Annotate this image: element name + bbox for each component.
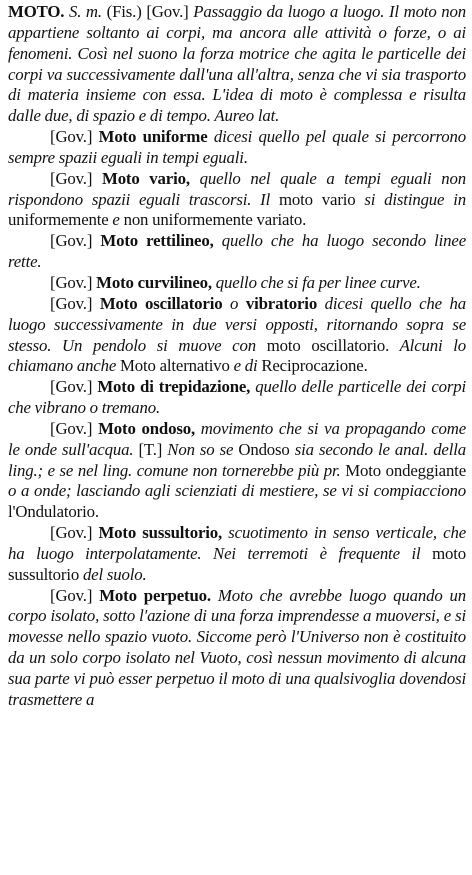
headword: Moto sussultorio, <box>98 523 223 543</box>
headword: Moto uniforme <box>98 127 208 147</box>
subentry-moto-sussultorio <box>8 523 466 586</box>
headword: Moto curvilineo, <box>96 272 212 292</box>
roman-text: moto sussultorio <box>8 543 466 584</box>
definition-text: del suolo. <box>79 564 147 584</box>
definition-text: dicesi quello pel quale si percorrono sempre spazii eguali in tempi eguali. <box>8 127 466 167</box>
headword: Moto rettilineo, <box>100 231 214 251</box>
subentry-moto-rettilineo <box>8 231 466 273</box>
roman-text: [Gov.] <box>50 127 99 147</box>
roman-text: moto oscillatorio. <box>266 335 390 355</box>
headword: Moto perpetuo. <box>99 585 211 605</box>
definition-text: Non so se <box>162 439 239 459</box>
definition-text: sia secondo le anal. della ling.; e se nel ling. comune non tornerebbe più pr. <box>8 439 466 480</box>
roman-text: uniformemente <box>8 210 109 230</box>
definition-text: scuotimento in senso verticale, che ha luogo interpolatamente. Nei terremoti è frequente il <box>8 523 466 563</box>
definition-text: quello che ha luogo secondo linee rette. <box>8 231 466 272</box>
roman-text: [T.] <box>138 439 163 459</box>
roman-text: [Gov.] <box>50 272 97 292</box>
definition-text: e <box>108 210 124 230</box>
definition-text: o a onde; lasciando agli scienziati di mestiere, se vi si compiacciono <box>8 481 466 501</box>
definition-text: di <box>244 356 258 376</box>
roman-text: Reciprocazione. <box>257 356 368 376</box>
definition-text: quello che si fa per linee curve. <box>211 272 421 292</box>
headword: Moto vario, <box>102 168 190 188</box>
roman-text: Ondoso <box>238 439 290 459</box>
definition-text: si distingue in <box>355 189 466 209</box>
definition-text: S. m. <box>64 2 102 21</box>
definition-text: e <box>229 356 245 376</box>
roman-text: [Gov.] <box>50 585 100 605</box>
subentry-moto-uniforme <box>8 127 466 169</box>
definition-text: Alcuni lo chiamano anche <box>8 335 466 376</box>
headword: Moto di trepidazione, <box>97 377 251 397</box>
roman-text: l'Ondulatorio. <box>8 502 99 522</box>
subentry-moto-vario <box>8 169 466 232</box>
subentry-moto-curvilineo <box>8 273 466 294</box>
headword: vibratorio <box>245 293 318 313</box>
roman-text: Moto alternativo <box>120 356 230 376</box>
roman-text: moto vario <box>279 189 356 209</box>
definition-text: quello nel quale a tempi eguali non rispondono spazii eguali trascorsi. Il <box>8 168 466 209</box>
roman-text: Moto ondeggiante <box>345 460 466 480</box>
definition-text: dicesi quello che ha luogo successivamente in due versi opposti, ritornando sopra se stesso. Un pendolo si muove con <box>8 293 466 355</box>
headword: Moto ondoso, <box>98 418 195 438</box>
definition-text: o <box>222 293 246 313</box>
roman-text: [Gov.] <box>50 231 101 251</box>
roman-text: [Gov.] <box>50 168 102 188</box>
definition-text: movimento che si va propagando come le onde sull'acqua. <box>8 418 467 459</box>
subentry-moto-di-trepidazione <box>8 377 466 419</box>
subentry-moto-perpetuo <box>8 586 466 711</box>
entry-moto <box>8 2 466 127</box>
roman-text: non uniformemente variato. <box>123 210 307 230</box>
roman-text: [Gov.] <box>50 418 99 438</box>
headword: MOTO. <box>8 2 65 21</box>
definition-text: Moto che avrebbe luogo quando un corpo isolato, sotto l'azione di una forza imprendesse a muoversi, e si movesse nello spazio vuoto. Siccome però l'Universo non è costituito da un solo corpo isolato nel Vuoto, così nessun movimento di alcuna sua parte vi può esser perpetuo il moto di una qualsivoglia dovendosi trasmettere a <box>8 585 466 709</box>
headword: Moto oscillatorio <box>99 293 223 313</box>
definition-text: quello delle particelle dei corpi che vibrano o tremano. <box>8 377 466 418</box>
subentry-moto-oscillatorio <box>8 294 466 377</box>
roman-text: [Gov.] <box>50 293 100 313</box>
definition-text: Passaggio da luogo a luogo. Il moto non appartiene soltanto ai corpi, ma ancora alle attività o forze, o ai fenomeni. Così nel suono la forza motrice che agita le particelle dei corpi va successivamente dall'una all'altra, senza che vi sia trasporto di materia insieme con essa. L'idea di moto è complessa e risulta dalle due, di spazio e di tempo. Aureo lat. <box>8 2 466 126</box>
roman-text: (Fis.) [Gov.] <box>101 2 194 21</box>
roman-text: [Gov.] <box>50 523 99 543</box>
subentry-moto-ondoso <box>8 419 466 523</box>
roman-text: [Gov.] <box>50 377 98 397</box>
